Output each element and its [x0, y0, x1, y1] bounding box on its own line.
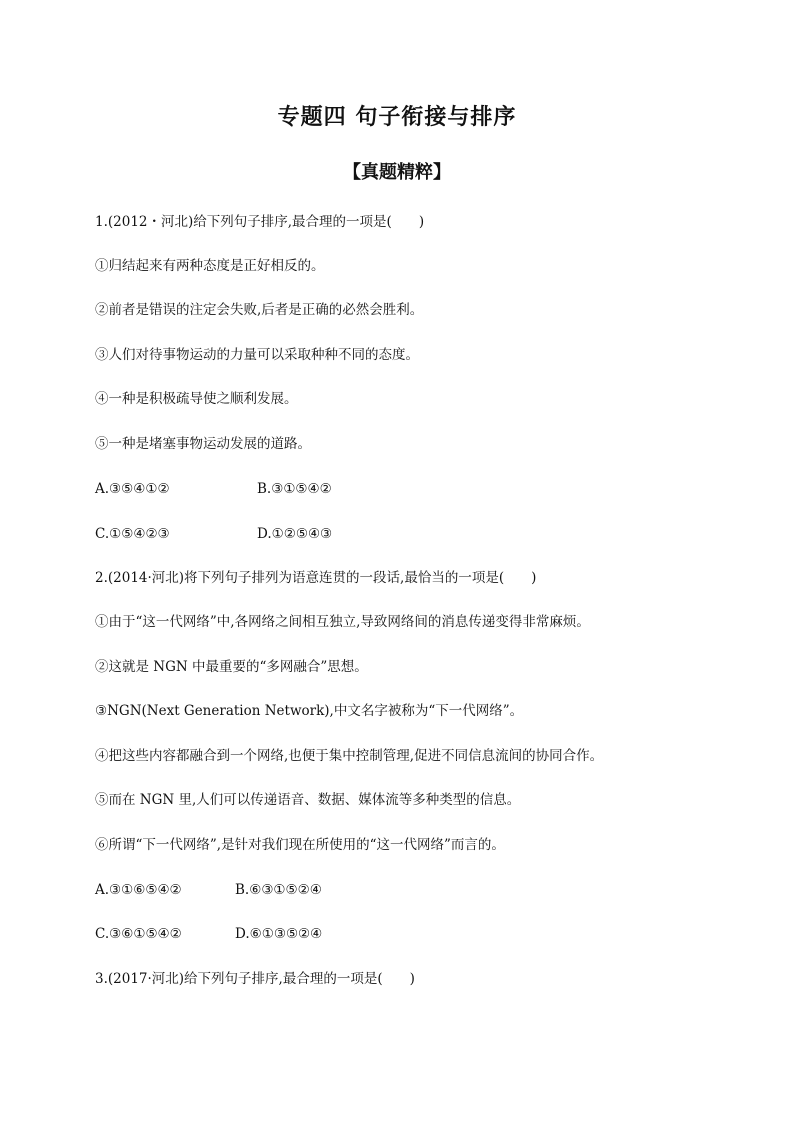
question-2-sentence-1: ①由于“这一代网络”中,各网络之间相互独立,导致网络间的消息传递变得非常麻烦。 [95, 614, 590, 630]
question-3-stem: 3.(2017·河北)给下列句子排序,最合理的一项是( ) [95, 971, 415, 987]
question-1-options-row-1 [95, 479, 332, 499]
question-1-sentence-3: ③人们对待事物运动的力量可以采取种种不同的态度。 [95, 347, 419, 363]
question-1-stem: 1.(2012・河北)给下列句子排序,最合理的一项是( ) [95, 214, 425, 230]
question-1-options-row-2 [95, 524, 332, 544]
question-1-sentence-1: ①归结起来有两种态度是正好相反的。 [95, 258, 325, 274]
question-2-options-row-1 [95, 880, 322, 900]
page-title: 专题四 句子衔接与排序 [277, 105, 517, 130]
question-2-sentence-5: ⑤而在 NGN 里,人们可以传递语音、数据、媒体流等多种类型的信息。 [95, 792, 521, 808]
question-2-options-row-2 [95, 924, 322, 944]
question-2-sentence-6: ⑥所谓“下一代网络”,是针对我们现在所使用的“这一代网络”而言的。 [95, 837, 505, 853]
question-1-option-b: B.③①⑤④② [257, 481, 332, 497]
question-2-option-a: A.③①⑥⑤④② [95, 882, 182, 898]
question-1-option-d: D.①②⑤④③ [257, 526, 333, 542]
question-1-sentence-2: ②前者是错误的注定会失败,后者是正确的必然会胜利。 [95, 302, 424, 318]
question-2-sentence-4: ④把这些内容都融合到一个网络,也便于集中控制管理,促进不同信息流间的协同合作。 [95, 748, 604, 764]
question-2-option-d: D.⑥①③⑤②④ [235, 926, 323, 942]
question-2-option-b: B.⑥③①⑤②④ [235, 882, 322, 898]
question-1-sentence-4: ④一种是积极疏导使之顺利发展。 [95, 391, 298, 407]
question-2-sentence-3: ③NGN(Next Generation Network),中文名字被称为“下一代网络”。 [95, 703, 524, 719]
section-heading: 【真题精粹】 [343, 162, 451, 183]
question-2-option-c: C.③⑥①⑤④② [95, 926, 182, 942]
question-1-sentence-5: ⑤一种是堵塞事物运动发展的道路。 [95, 436, 311, 452]
question-1-option-c: C.①⑤④②③ [95, 526, 170, 542]
question-2-stem: 2.(2014·河北)将下列句子排列为语意连贯的一段话,最恰当的一项是( ) [95, 570, 537, 586]
question-2-sentence-2: ②这就是 NGN 中最重要的“多网融合”思想。 [95, 659, 368, 675]
question-1-option-a: A.③⑤④①② [95, 481, 170, 497]
